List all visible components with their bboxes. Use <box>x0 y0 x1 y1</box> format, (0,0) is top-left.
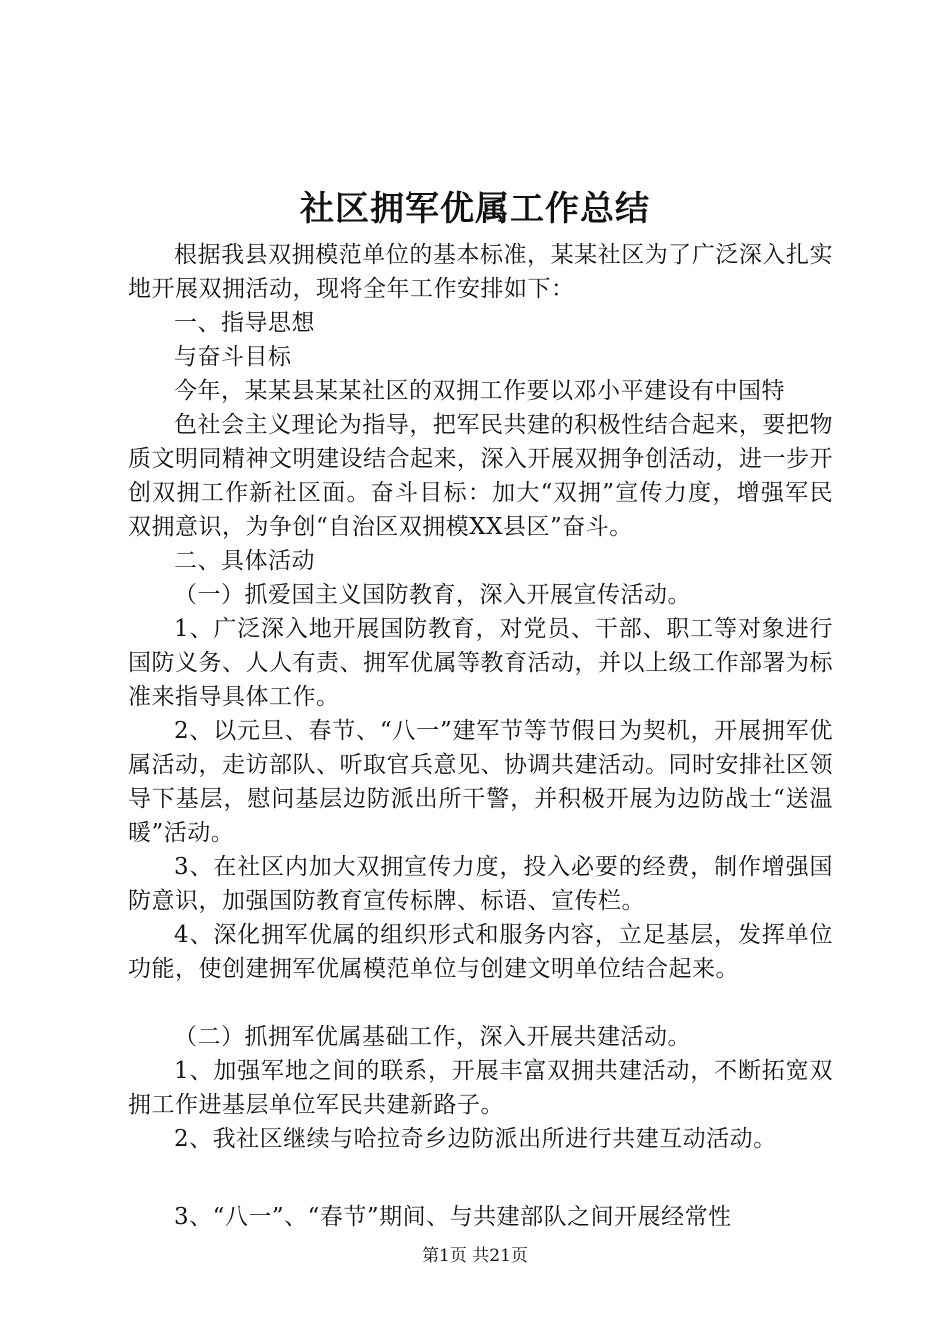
paragraph-theory: 色社会主义理论为指导，把军民共建的积极性结合起来，要把物质文明同精神文明建设结合起来，深入开展双拥争创活动，进一步开创双拥工作新社区面。奋斗目标：加大“双拥”宣传力度，增强军民双拥意识，为争创“自治区双拥模XX县区”奋斗。 <box>128 412 833 540</box>
subheading-education: （一）抓爱国主义国防教育，深入开展宣传活动。 <box>174 582 691 608</box>
item-2-joint-building: 2、我社区继续与哈拉奇乡边防派出所进行共建互动活动。 <box>174 1126 777 1152</box>
heading-guiding-thought: 一、指导思想 <box>174 310 315 336</box>
subheading-basic-work: （二）抓拥军优属基础工作，深入开展共建活动。 <box>174 1024 691 1050</box>
document-title: 社区拥军优属工作总结 <box>300 189 650 229</box>
item-2-holiday-activities: 2、以元旦、春节、“八一”建军节等节假日为契机，开展拥军优属活动，走访部队、听取官兵意见、协调共建活动。同时安排社区领导下基层，慰问基层边防派出所干警，并积极开展为边防战士“送温暖”活动。 <box>128 718 833 846</box>
item-4-organization: 4、深化拥军优属的组织形式和服务内容，立足基层，发挥单位功能，使创建拥军优属模范单位与创建文明单位结合起来。 <box>128 922 833 982</box>
item-3-festival-activities: 3、“八一”、“春节”期间、与共建部队之间开展经常性 <box>174 1204 732 1230</box>
item-3-publicity: 3、在社区内加大双拥宣传力度，投入必要的经费，制作增强国防意识，加强国防教育宣传标牌、标语、宣传栏。 <box>128 854 833 914</box>
paragraph-this-year: 今年，某某县某某社区的双拥工作要以邓小平建设有中国特 <box>174 378 785 404</box>
item-1-defense-education: 1、广泛深入地开展国防教育，对党员、干部、职工等对象进行国防义务、人人有责、拥军优属等教育活动，并以上级工作部署为标准来指导具体工作。 <box>128 616 833 710</box>
document-body <box>128 238 833 1234</box>
heading-activities: 二、具体活动 <box>174 548 315 574</box>
item-1-liaison: 1、加强军地之间的联系，开展丰富双拥共建活动，不断拓宽双拥工作进基层单位军民共建新路子。 <box>128 1058 833 1118</box>
page-footer: 第1页 共21页 <box>422 1246 528 1266</box>
paragraph-intro: 根据我县双拥模范单位的基本标准，某某社区为了广泛深入扎实地开展双拥活动，现将全年工作安排如下： <box>128 242 833 302</box>
heading-goals: 与奋斗目标 <box>174 344 292 370</box>
